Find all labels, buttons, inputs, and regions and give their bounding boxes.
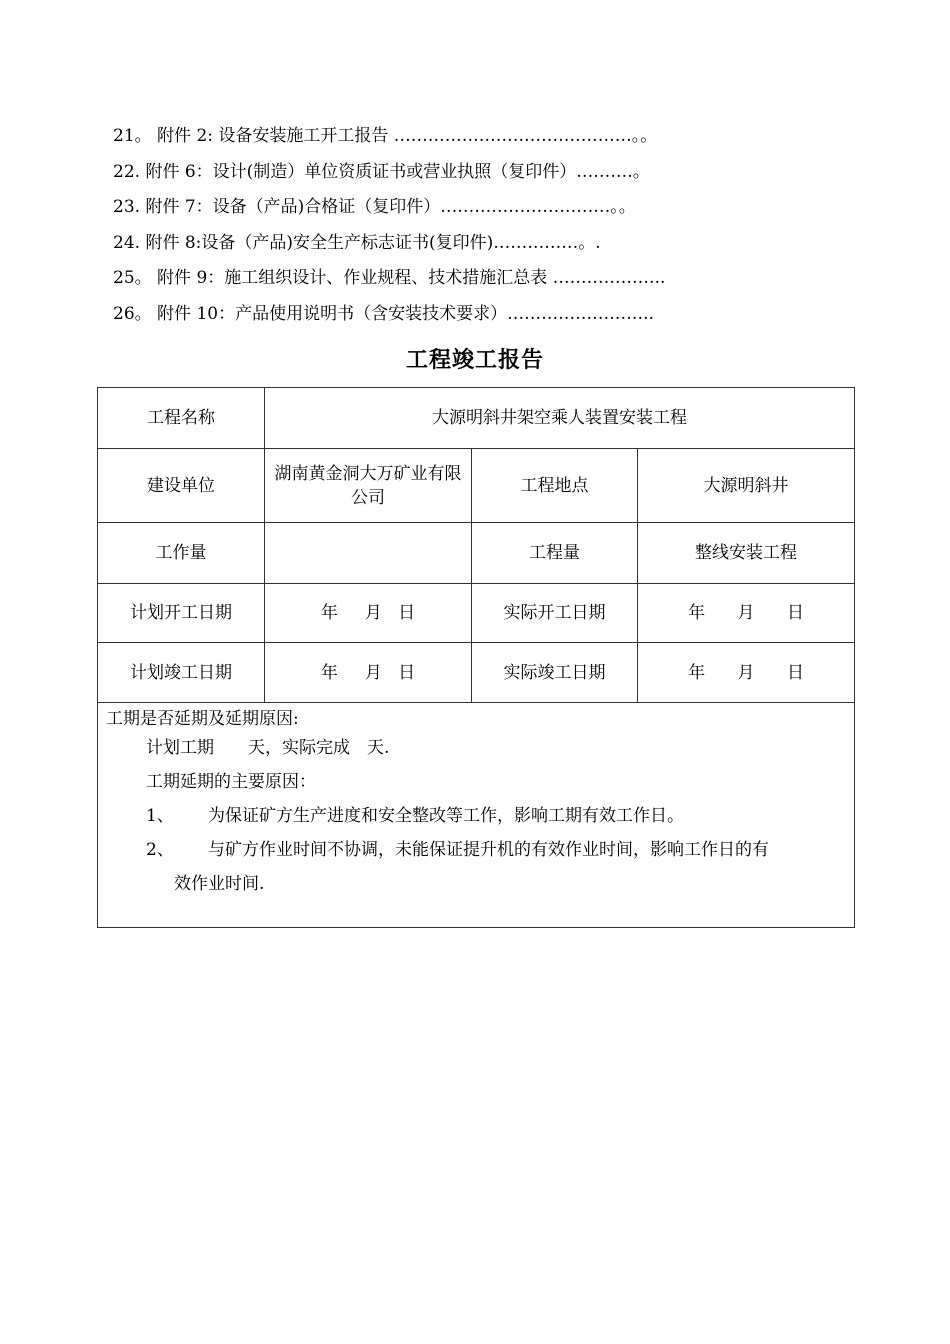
location-value: 大源明斜井 — [638, 449, 855, 523]
date-day: 日 — [786, 603, 804, 623]
toc-item: 21。 附件 2: 设备安装施工开工报告 ……………………………………。。 — [113, 126, 658, 146]
date-year: 年 — [320, 603, 338, 623]
date-year: 年 — [688, 603, 706, 623]
date-day: 日 — [398, 662, 416, 683]
item-text: 为保证矿方生产进度和安全整改等工作，影响工期有效工作日。 — [208, 806, 684, 826]
completion-report-table — [97, 387, 855, 928]
plan-end-label: 计划竣工日期 — [98, 643, 265, 703]
location-label: 工程地点 — [472, 449, 638, 523]
quantity-value: 整线安装工程 — [638, 523, 855, 584]
item-number: 1、 — [146, 806, 174, 826]
actual-start-date — [638, 584, 855, 643]
date-day: 日 — [398, 603, 416, 623]
table-row — [98, 388, 855, 449]
reason-item-2-continued: 效作业时间. — [174, 874, 265, 894]
workload-value — [265, 523, 472, 584]
date-year: 年 — [320, 662, 338, 683]
plan-start-label: 计划开工日期 — [98, 584, 265, 643]
quantity-label: 工程量 — [472, 523, 638, 584]
reason-item-1 — [106, 799, 846, 833]
table-row — [98, 703, 855, 928]
table-row — [98, 449, 855, 523]
workload-label: 工作量 — [98, 523, 265, 584]
reason-heading: 工期延期的主要原因： — [146, 772, 316, 792]
builder-value: 湖南黄金洞大万矿业有限公司 — [265, 449, 472, 523]
delay-notes — [98, 703, 855, 928]
date-month: 月 — [737, 662, 755, 683]
date-year: 年 — [688, 662, 706, 683]
table-row — [98, 523, 855, 584]
date-month: 月 — [364, 603, 382, 623]
plan-end-date — [265, 643, 472, 703]
toc-item: 25。 附件 9：施工组织设计、作业规程、技术措施汇总表 ……………….. — [113, 268, 666, 288]
item-text: 与矿方作业时间不协调，未能保证提升机的有效作业时间，影响工作日的有 — [208, 840, 769, 860]
table-row — [98, 643, 855, 703]
toc-item: 22. 附件 6：设计(制造）单位资质证书或营业执照（复印件）……….。 — [113, 161, 650, 182]
date-month: 月 — [364, 662, 382, 683]
plan-vs-actual: 计划工期 天，实际完成 天. — [146, 738, 390, 758]
toc-item: 24. 附件 8:设备（产品)安全生产标志证书(复印件)……………。. — [113, 232, 601, 253]
reason-item-2 — [106, 833, 846, 867]
plan-start-date — [265, 584, 472, 643]
page-title: 工程竣工报告 — [405, 347, 544, 373]
actual-end-label: 实际竣工日期 — [472, 643, 638, 703]
builder-label: 建设单位 — [98, 449, 265, 523]
actual-start-label: 实际开工日期 — [472, 584, 638, 643]
date-month: 月 — [737, 603, 755, 623]
project-name-value: 大源明斜井架空乘人装置安装工程 — [265, 388, 855, 449]
date-day: 日 — [786, 662, 804, 683]
toc-item: 23. 附件 7：设备（产品)合格证（复印件）…………………………。。 — [113, 197, 636, 217]
project-name-label: 工程名称 — [98, 388, 265, 449]
item-number: 2、 — [146, 840, 174, 860]
delay-heading: 工期是否延期及延期原因: — [106, 709, 299, 729]
attachment-list — [113, 122, 873, 335]
toc-item: 26。 附件 10：产品使用说明书（含安装技术要求）…………………….. — [113, 303, 654, 324]
table-row — [98, 584, 855, 643]
actual-end-date — [638, 643, 855, 703]
